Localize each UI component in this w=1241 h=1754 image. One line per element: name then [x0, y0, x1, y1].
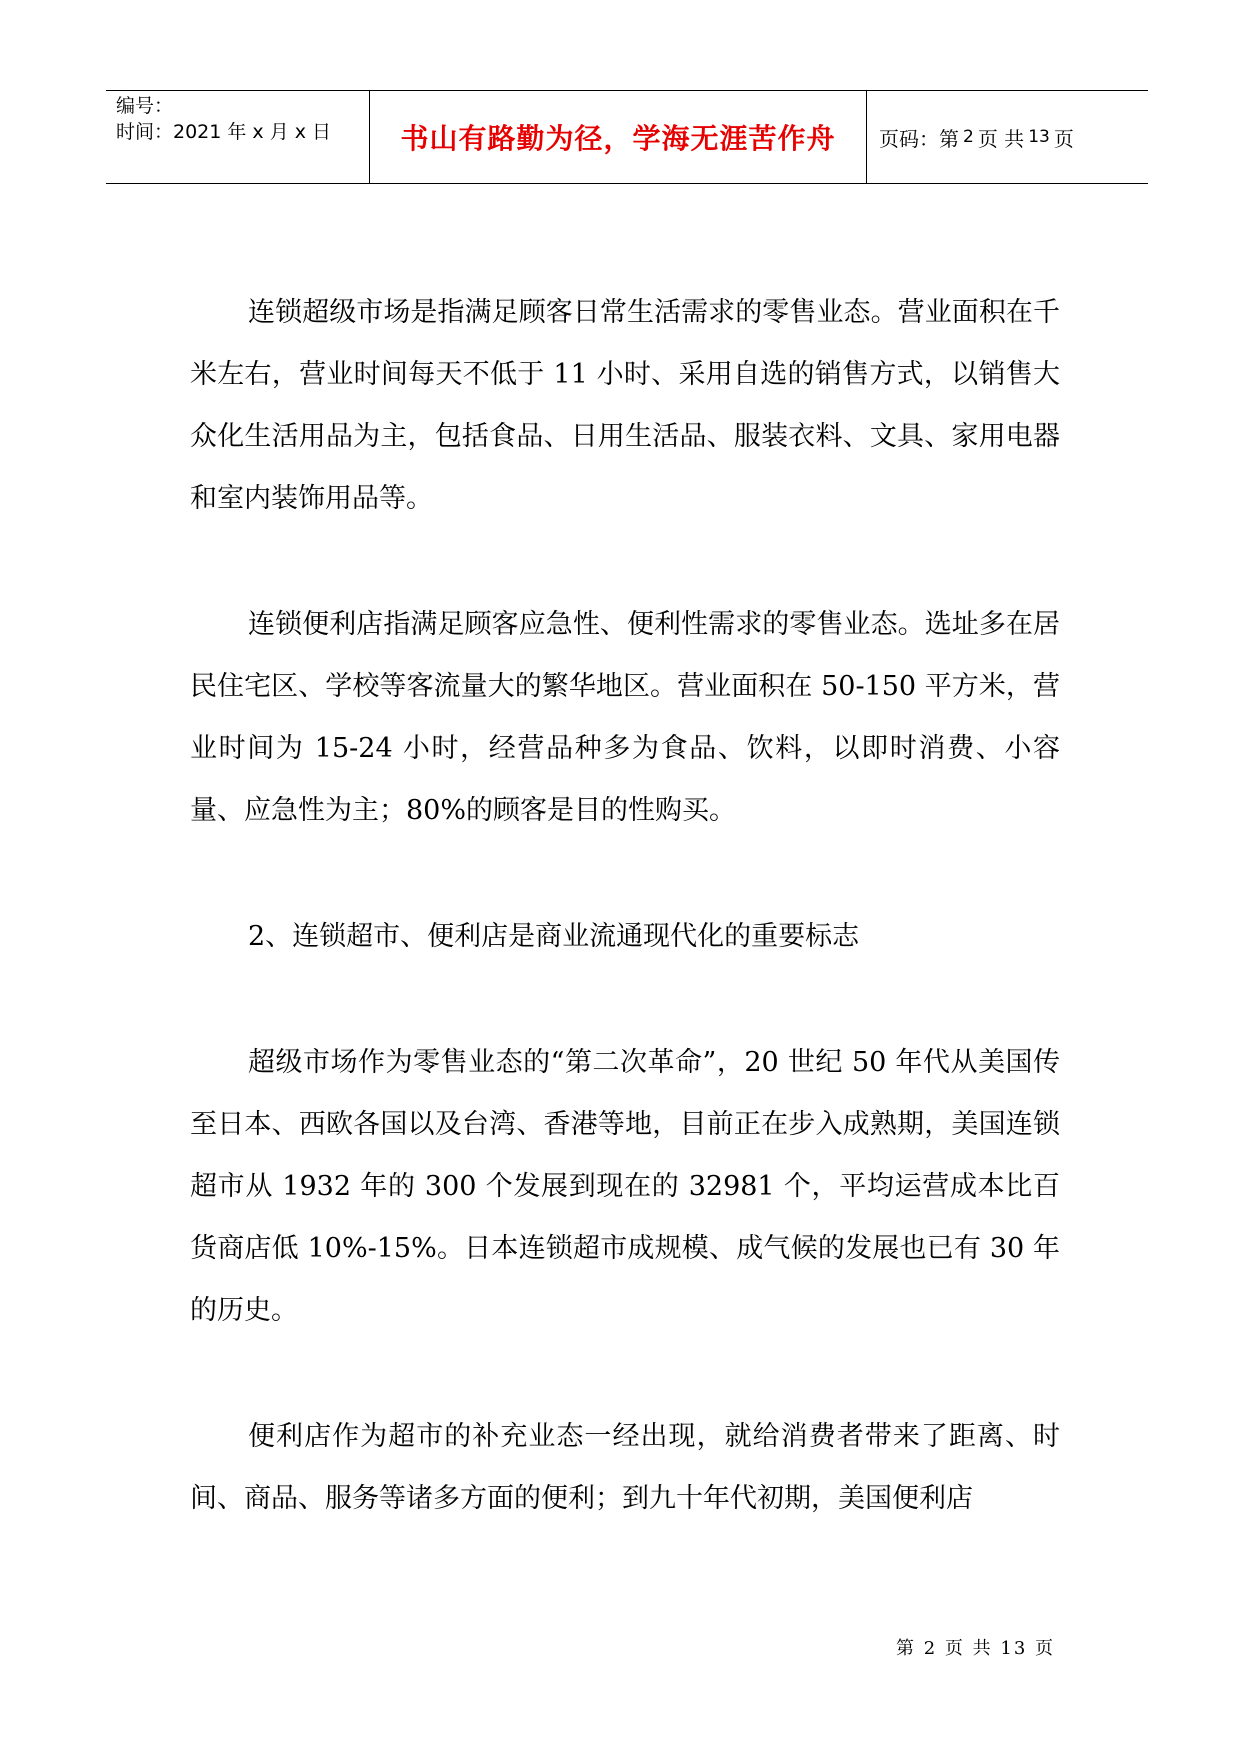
- document-body: [190, 282, 1060, 1594]
- paragraph-supermarket: 连锁超级市场是指满足顾客日常生活需求的零售业态。营业面积在千米左右，营业时间每天不低于 11 小时、采用自选的销售方式，以销售大众化生活用品为主，包括食品、日用生活品、服装衣料、文具、家用电器和室内装饰用品等。: [190, 297, 1060, 514]
- page-total: 13: [1028, 127, 1050, 147]
- page-current: 2: [963, 127, 974, 147]
- page-suffix: 页: [1053, 126, 1074, 151]
- paragraph-history: 超级市场作为零售业态的“第二次革命”，20 世纪 50 年代从美国传至日本、西欧各国以及台湾、香港等地，目前正在步入成熟期，美国连锁超市从 1932 年的 300 个发展到现在的 32981 个，平均运营成本比百货商店低 10%-15%。日本连锁超市成规模、成气候的发展也已有 30 年的历史。: [190, 1047, 1060, 1326]
- header-info-cell: [106, 91, 370, 183]
- paragraph-convenience-store: 连锁便利店指满足顾客应急性、便利性需求的零售业态。选址多在居民住宅区、学校等客流量大的繁华地区。营业面积在 50-150 平方米，营业时间为 15-24 小时，经营品种多为食品、饮料，以即时消费、小容量、应急性为主；80%的顾客是目的性购买。: [190, 609, 1060, 826]
- page-header: [106, 90, 1148, 184]
- time-label: 时间：2021 年 x 月 x 日: [116, 121, 332, 143]
- page-prefix: 页码：第: [879, 126, 959, 151]
- serial-number-label: 编号：: [116, 95, 174, 117]
- page-footer: 第 2 页 共 13 页: [896, 1638, 1055, 1659]
- header-page-cell: [867, 91, 1148, 183]
- page-mid: 页 共: [977, 126, 1025, 151]
- paragraph-convenience-history: 便利店作为超市的补充业态一经出现，就给消费者带来了距离、时间、商品、服务等诸多方面的便利；到九十年代初期，美国便利店: [190, 1421, 1060, 1514]
- header-motto-cell: [370, 91, 867, 183]
- section-heading: 2、连锁超市、便利店是商业流通现代化的重要标志: [248, 921, 860, 952]
- header-motto: 书山有路勤为径，学海无涯苦作舟: [400, 122, 836, 155]
